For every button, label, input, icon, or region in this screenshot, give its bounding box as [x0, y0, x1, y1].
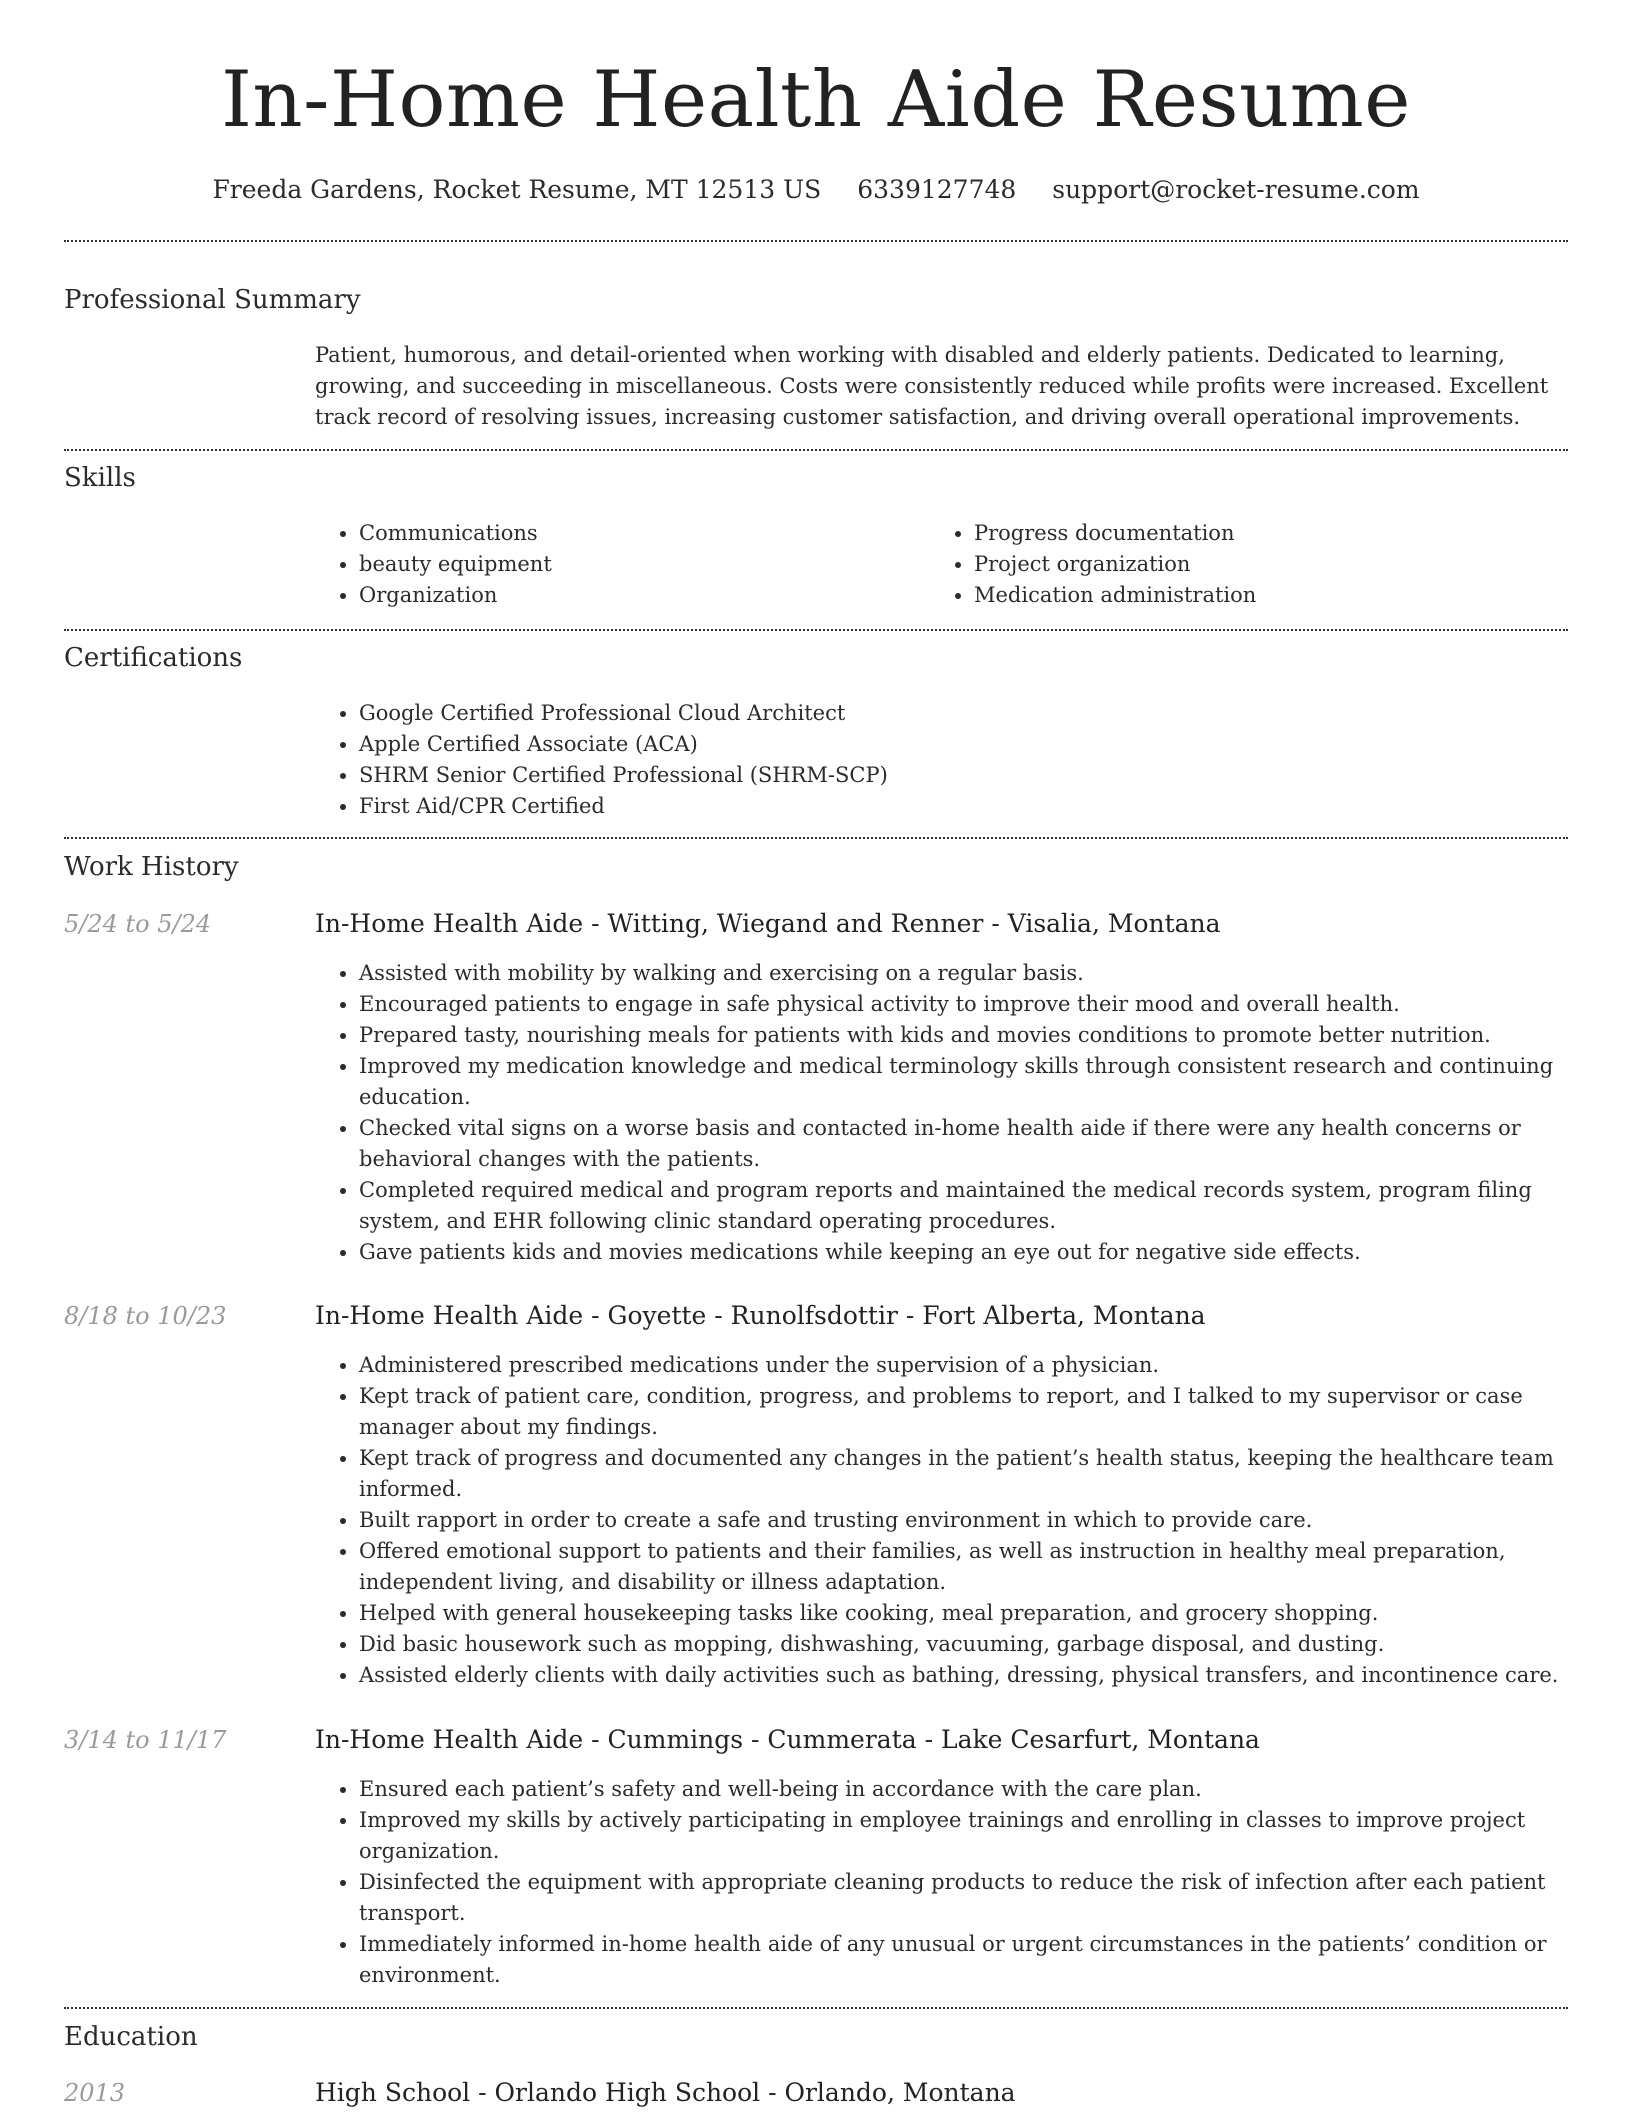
resume-title: In-Home Health Aide Resume [221, 55, 1411, 145]
job-dates: 5/24 to 5/24 [64, 910, 212, 938]
job-bullets [315, 958, 1609, 1268]
contact-phone: 6339127748 [857, 175, 1017, 204]
job-bullet: • Improved my skills by actively participating in employee trainings and enrolling in classes to improve project organization. [359, 1805, 1609, 1867]
job-bullet: • Immediately informed in-home health aide of any unusual or urgent circumstances in the patients’ condition or environment. [359, 1929, 1609, 1991]
job-dates: 8/18 to 10/23 [64, 1302, 227, 1330]
job-bullet: • Built rapport in order to create a safe and trusting environment in which to provide care. [359, 1505, 1609, 1536]
certification-item: • SHRM Senior Certified Professional (SHRM-SCP) [359, 760, 1609, 791]
summary-text: Patient, humorous, and detail-oriented when working with disabled and elderly patients. Dedicated to learning, growing, and succeeding in miscellaneous. Costs were consistently reduced while profits were increased. Excellent track record of resolving issues, increasing customer satisfaction, and driving overall operational improvements. [315, 343, 1549, 429]
education-title: High School - Orlando High School - Orlando, Montana [315, 2078, 1016, 2107]
education-heading: Education [64, 2022, 198, 2052]
skill-item: • Organization [359, 580, 919, 611]
job-title: In-Home Health Aide - Cummings - Cummerata - Lake Cesarfurt, Montana [315, 1725, 1260, 1754]
job-title: In-Home Health Aide - Goyette - Runolfsdottir - Fort Alberta, Montana [315, 1301, 1206, 1330]
job-bullet: • Disinfected the equipment with appropriate cleaning products to reduce the risk of infection after each patient transport. [359, 1867, 1609, 1929]
job-bullet: • Checked vital signs on a worse basis and contacted in-home health aide if there were any health concerns or behavioral changes with the patients. [359, 1113, 1609, 1175]
job-bullet: • Improved my medication knowledge and medical terminology skills through consistent research and continuing education. [359, 1051, 1609, 1113]
skill-item: • Progress documentation [974, 518, 1574, 549]
skill-item: • Project organization [974, 549, 1574, 580]
job-bullet: • Encouraged patients to engage in safe physical activity to improve their mood and overall health. [359, 989, 1609, 1020]
job-bullet: • Gave patients kids and movies medications while keeping an eye out for negative side effects. [359, 1237, 1609, 1268]
certification-item: • First Aid/CPR Certified [359, 791, 1609, 822]
job-bullet: • Did basic housework such as mopping, dishwashing, vacuuming, garbage disposal, and dusting. [359, 1629, 1609, 1660]
section-divider [64, 449, 1568, 451]
skill-item: • Communications [359, 518, 919, 549]
job-bullet: • Offered emotional support to patients and their families, as well as instruction in healthy meal preparation, independent living, and disability or illness adaptation. [359, 1536, 1609, 1598]
job-bullets [315, 1350, 1609, 1691]
skills-list-right [930, 518, 1574, 611]
job-bullet: • Completed required medical and program reports and maintained the medical records system, program filing system, and EHR following clinic standard operating procedures. [359, 1175, 1609, 1237]
contact-email: support@rocket-resume.com [1052, 175, 1420, 204]
summary-heading: Professional Summary [64, 285, 361, 315]
contact-line [0, 170, 1632, 210]
job-dates: 3/14 to 11/17 [64, 1726, 227, 1754]
contact-address: Freeda Gardens, Rocket Resume, MT 12513 US [212, 175, 822, 204]
job-bullet: • Assisted elderly clients with daily activities such as bathing, dressing, physical transfers, and incontinence care. [359, 1660, 1609, 1691]
skills-heading: Skills [64, 463, 136, 493]
section-divider [64, 2007, 1568, 2009]
certification-item: • Google Certified Professional Cloud Architect [359, 698, 1609, 729]
job-bullet: • Kept track of progress and documented any changes in the patient’s health status, keeping the healthcare team informed. [359, 1443, 1609, 1505]
job-bullet: • Kept track of patient care, condition, progress, and problems to report, and I talked to my supervisor or case manager about my findings. [359, 1381, 1609, 1443]
job-title: In-Home Health Aide - Witting, Wiegand and Renner - Visalia, Montana [315, 909, 1221, 938]
section-divider [64, 629, 1568, 631]
work-history-heading: Work History [64, 852, 239, 882]
skill-item: • Medication administration [974, 580, 1574, 611]
job-bullet: • Helped with general housekeeping tasks like cooking, meal preparation, and grocery shopping. [359, 1598, 1609, 1629]
section-divider [64, 240, 1568, 242]
job-bullets [315, 1774, 1609, 1991]
section-divider [64, 837, 1568, 839]
job-bullet: • Prepared tasty, nourishing meals for patients with kids and movies conditions to promote better nutrition. [359, 1020, 1609, 1051]
certification-item: • Apple Certified Associate (ACA) [359, 729, 1609, 760]
certifications-list [315, 698, 1609, 822]
skills-list-left [315, 518, 919, 611]
certifications-heading: Certifications [64, 643, 243, 673]
job-bullet: • Administered prescribed medications under the supervision of a physician. [359, 1350, 1609, 1381]
education-year: 2013 [64, 2079, 126, 2107]
job-bullet: • Ensured each patient’s safety and well-being in accordance with the care plan. [359, 1774, 1609, 1805]
skill-item: • beauty equipment [359, 549, 919, 580]
job-bullet: • Assisted with mobility by walking and exercising on a regular basis. [359, 958, 1609, 989]
